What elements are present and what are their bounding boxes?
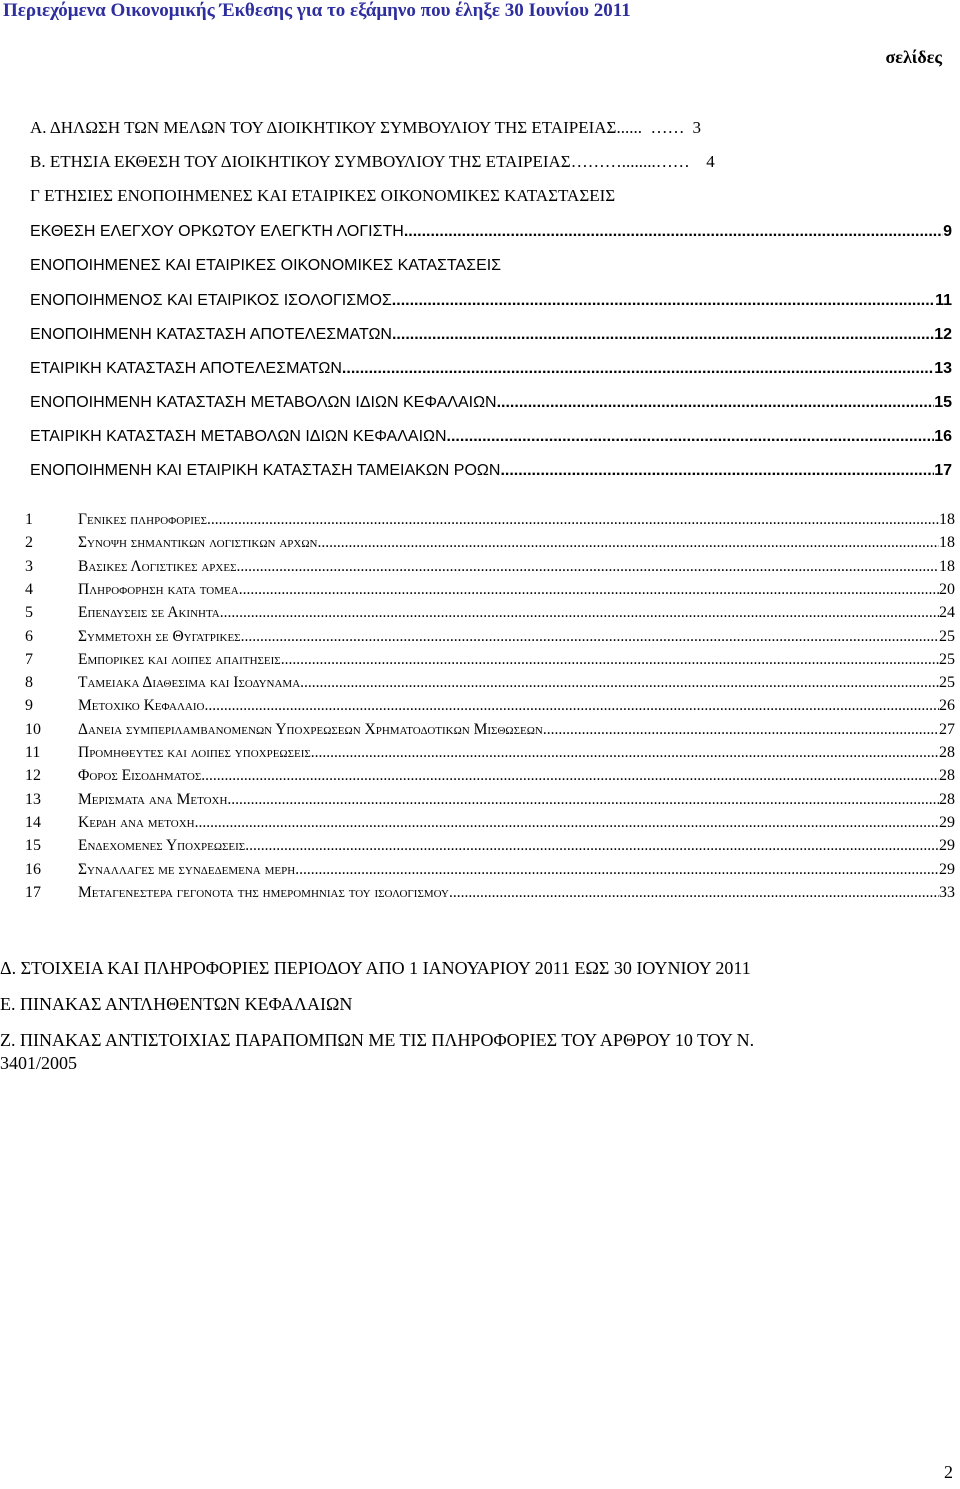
appendix-d[interactable]: Δ. ΣΤΟΙΧΕΙΑ ΚΑΙ ΠΛΗΡΟΦΟΡΙΕΣ ΠΕΡΙΟΔΟΥ ΑΠΟ 1 ΙΑΝΟΥΑΡΙΟΥ 2011 ΕΩΣ 30 ΙΟΥΝΙΟΥ 2011 [0, 958, 751, 978]
page-number: 2 [944, 1462, 953, 1482]
toc-dot-leader [543, 720, 939, 740]
toc-dot-leader [300, 673, 939, 693]
toc-note-number: 6 [25, 628, 33, 645]
toc-note-number: 12 [25, 767, 41, 784]
toc-note-page: 29 [939, 837, 955, 854]
toc-note-label: Κερδη ανα μετοχη [78, 814, 195, 831]
toc-note-label: Ενδεχομενες Υποχρεωσεις [78, 837, 246, 854]
toc-note-page: 25 [939, 651, 955, 668]
toc-main-page: 4 [706, 152, 715, 171]
toc-note-number: 17 [25, 884, 41, 901]
toc-section-label: ΕΚΘΕΣΗ ΕΛΕΓΧΟΥ ΟΡΚΩΤΟΥ ΕΛΕΓΚΤΗ ΛΟΓΙΣΤΗ [30, 223, 404, 240]
toc-dot-leader [241, 627, 939, 647]
toc-section-page: 9 [943, 223, 952, 240]
toc-dot-leader [447, 426, 935, 448]
toc-note-page: 29 [939, 814, 955, 831]
toc-note-number: 9 [25, 697, 33, 714]
toc-section-page: 16 [934, 428, 952, 445]
toc-note-page: 18 [939, 558, 955, 575]
toc-note-page: 28 [939, 744, 955, 761]
toc-main-label: Α. ΔΗΛΩΣΗ ΤΩΝ ΜΕΛΩΝ ΤΟΥ ΔΙΟΙΚΗΤΙΚΟΥ ΣΥΜΒΟΥΛΙΟΥ ΤΗΣ ΕΤΑΙΡΕΙΑΣ [30, 118, 617, 137]
toc-section-label: ΕΝΟΠΟΙΗΜΕΝΗ ΚΑΙ ΕΤΑΙΡΙΚΗ ΚΑΤΑΣΤΑΣΗ ΤΑΜΕΙΑΚΩΝ ΡΟΩΝ [30, 462, 501, 479]
toc-note-label: Εμπορικες και λοιπες απαιτησεις [78, 651, 281, 668]
toc-note-page: 20 [939, 581, 955, 598]
toc-main-label: Β. ΕΤΗΣΙΑ ΕΚΘΕΣΗ ΤΟΥ ΔΙΟΙΚΗΤΙΚΟΥ ΣΥΜΒΟΥΛΙΟΥ ΤΗΣ ΕΤΑΙΡΕΙΑΣ [30, 152, 571, 171]
toc-section-label: ΕΝΟΠΟΙΗΜΕΝΕΣ ΚΑΙ ΕΤΑΙΡΙΚΕΣ ΟΙΚΟΝΟΜΙΚΕΣ ΚΑΤΑΣΤΑΣΕΙΣ [30, 257, 502, 274]
toc-dot-leader [497, 392, 935, 414]
toc-section-page: 15 [934, 394, 952, 411]
toc-main-entry[interactable] [30, 117, 952, 139]
toc-note-page: 27 [939, 721, 955, 738]
toc-note-page: 18 [939, 511, 955, 528]
toc-note-label: Ταμειακα Διαθεσιμα και Ισοδυναμα [78, 674, 301, 691]
toc-note-entry[interactable] [25, 603, 955, 623]
toc-note-label: Συνοψη σημαντικων λογιστικων αρχων [78, 534, 318, 551]
pages-column-label: σελίδες [885, 47, 942, 67]
toc-section-entry[interactable] [30, 460, 952, 482]
toc-note-number: 15 [25, 837, 41, 854]
toc-note-page: 25 [939, 674, 955, 691]
toc-section-entry[interactable] [30, 358, 952, 380]
toc-note-label: Δανεια συμπεριλαμβανομενων Υποχρεωσεων Χρηματοδοτικων Μισθωσεων [78, 721, 543, 738]
toc-note-number: 11 [25, 744, 41, 761]
toc-note-entry[interactable] [25, 743, 955, 763]
appendix-z-continued: 3401/2005 [0, 1053, 78, 1073]
toc-section-label: ΕΤΑΙΡΙΚΗ ΚΑΤΑΣΤΑΣΗ ΜΕΤΑΒΟΛΩΝ ΙΔΙΩΝ ΚΕΦΑΛΑΙΩΝ [30, 428, 447, 445]
toc-dot-leader [220, 603, 939, 623]
toc-note-page: 28 [939, 791, 955, 808]
toc-note-page: 29 [939, 861, 955, 878]
toc-note-page: 26 [939, 697, 955, 714]
toc-section-page: 17 [934, 462, 952, 479]
toc-dot-leader [245, 836, 939, 856]
toc-note-entry[interactable] [25, 790, 955, 810]
toc-note-number: 14 [25, 814, 41, 831]
toc-dot-leader [392, 324, 934, 346]
toc-note-number: 16 [25, 861, 41, 878]
toc-note-number: 2 [25, 534, 33, 551]
toc-main-leader: ...... …… [616, 118, 685, 137]
toc-section-entry[interactable] [30, 324, 952, 346]
toc-note-entry[interactable] [25, 860, 955, 880]
toc-dot-leader [449, 883, 939, 903]
toc-note-page: 24 [939, 604, 955, 621]
toc-section-entry[interactable] [30, 426, 952, 448]
toc-note-label: Επενδυσεις σε Ακινητα [78, 604, 220, 621]
toc-note-label: Πληροφορηση κατα τομεα [78, 581, 239, 598]
toc-dot-leader [239, 580, 939, 600]
toc-note-entry[interactable] [25, 813, 955, 833]
toc-note-page: 25 [939, 628, 955, 645]
toc-note-number: 3 [25, 558, 33, 575]
toc-dot-leader [207, 510, 939, 530]
toc-note-entry[interactable] [25, 766, 955, 786]
toc-main-entry[interactable] [30, 151, 952, 173]
toc-note-page: 33 [939, 884, 955, 901]
toc-note-entry[interactable] [25, 650, 955, 670]
toc-note-entry[interactable] [25, 510, 955, 530]
toc-note-label: Φορος Εισοδηματος [78, 767, 202, 784]
toc-main-page: 3 [692, 118, 701, 137]
toc-note-label: Γενικες πληροφοριες [78, 511, 208, 528]
toc-note-page: 28 [939, 767, 955, 784]
toc-dot-leader [311, 743, 939, 763]
document-header-title: Περιεχόμενα Οικονομικής Έκθεσης για το εξάμηνο που έληξε 30 Ιουνίου 2011 [3, 0, 631, 21]
appendix-z[interactable]: Ζ. ΠΙΝΑΚΑΣ ΑΝΤΙΣΤΟΙΧΙΑΣ ΠΑΡΑΠΟΜΠΩΝ ΜΕ ΤΙΣ ΠΛΗΡΟΦΟΡΙΕΣ ΤΟΥ ΑΡΘΡΟΥ 10 ΤΟΥ Ν. [0, 1030, 755, 1050]
toc-note-entry[interactable] [25, 533, 955, 553]
toc-dot-leader [342, 358, 934, 380]
toc-note-number: 7 [25, 651, 33, 668]
toc-dot-leader [237, 557, 940, 577]
toc-section-entry[interactable] [30, 392, 952, 414]
toc-dot-leader [404, 221, 943, 243]
toc-note-label: Μερισματα ανα Μετοχη [78, 791, 228, 808]
toc-note-entry[interactable] [25, 580, 955, 600]
toc-note-entry[interactable] [25, 627, 955, 647]
toc-note-entry[interactable] [25, 673, 955, 693]
toc-dot-leader [317, 533, 939, 553]
toc-note-label: Μεταγενεστερα γεγονοτα της ημερομηνιας του ισολογισμου [78, 884, 449, 901]
toc-main-label: Γ ΕΤΗΣΙΕΣ ΕΝΟΠΟΙΗΜΕΝΕΣ ΚΑΙ ΕΤΑΙΡΙΚΕΣ ΟΙΚΟΝΟΜΙΚΕΣ ΚΑΤΑΣΤΑΣΕΙΣ [30, 186, 616, 205]
toc-main-leader: ………........…… [570, 152, 699, 171]
toc-dot-leader [392, 290, 935, 312]
toc-note-entry[interactable] [25, 720, 955, 740]
toc-note-number: 1 [25, 511, 33, 528]
toc-section-entry[interactable] [30, 221, 952, 243]
toc-note-label: Προμηθευτες και λοιπες υποχρεωσεις [78, 744, 311, 761]
toc-section-label: ΕΝΟΠΟΙΗΜΕΝΗ ΚΑΤΑΣΤΑΣΗ ΜΕΤΑΒΟΛΩΝ ΙΔΙΩΝ ΚΕΦΑΛΑΙΩΝ [30, 394, 497, 411]
toc-note-label: Μετοχικο Κεφαλαιο [78, 697, 205, 714]
toc-section-entry[interactable] [30, 255, 952, 277]
toc-dot-leader [195, 813, 939, 833]
toc-note-entry[interactable] [25, 836, 955, 856]
toc-note-number: 10 [25, 721, 41, 738]
toc-note-number: 13 [25, 791, 41, 808]
toc-section-label: ΕΝΟΠΟΙΗΜΕΝΗ ΚΑΤΑΣΤΑΣΗ ΑΠΟΤΕΛΕΣΜΑΤΩΝ [30, 326, 392, 343]
toc-dot-leader [227, 790, 939, 810]
toc-section-entry[interactable] [30, 290, 952, 312]
toc-section-page: 12 [934, 326, 952, 343]
toc-note-entry[interactable] [25, 557, 955, 577]
toc-section-page: 11 [935, 292, 952, 309]
toc-note-label: Βασικες Λογιστικες αρχες [78, 558, 237, 575]
toc-note-number: 4 [25, 581, 33, 598]
toc-note-number: 8 [25, 674, 33, 691]
toc-note-page: 18 [939, 534, 955, 551]
toc-dot-leader [295, 860, 939, 880]
toc-note-entry[interactable] [25, 696, 955, 716]
toc-dot-leader [201, 766, 939, 786]
toc-note-entry[interactable] [25, 883, 955, 903]
toc-note-number: 5 [25, 604, 33, 621]
toc-section-label: ΕΝΟΠΟΙΗΜΕΝΟΣ ΚΑΙ ΕΤΑΙΡΙΚΟΣ ΙΣΟΛΟΓΙΣΜΟΣ [30, 292, 392, 309]
toc-dot-leader [281, 650, 939, 670]
toc-dot-leader [500, 460, 934, 482]
toc-dot-leader [204, 696, 939, 716]
toc-note-label: Συμμετοχη σε Θυγατρικες [78, 628, 241, 645]
toc-section-page: 13 [934, 360, 952, 377]
toc-main-entry[interactable] [30, 185, 952, 207]
appendix-e[interactable]: Ε. ΠΙΝΑΚΑΣ ΑΝΤΛΗΘΕΝΤΩΝ ΚΕΦΑΛΑΙΩΝ [0, 994, 353, 1014]
toc-section-label: ΕΤΑΙΡΙΚΗ ΚΑΤΑΣΤΑΣΗ ΑΠΟΤΕΛΕΣΜΑΤΩΝ [30, 360, 342, 377]
toc-note-label: Συναλλαγες με συνδεδεμενα μερη [78, 861, 296, 878]
